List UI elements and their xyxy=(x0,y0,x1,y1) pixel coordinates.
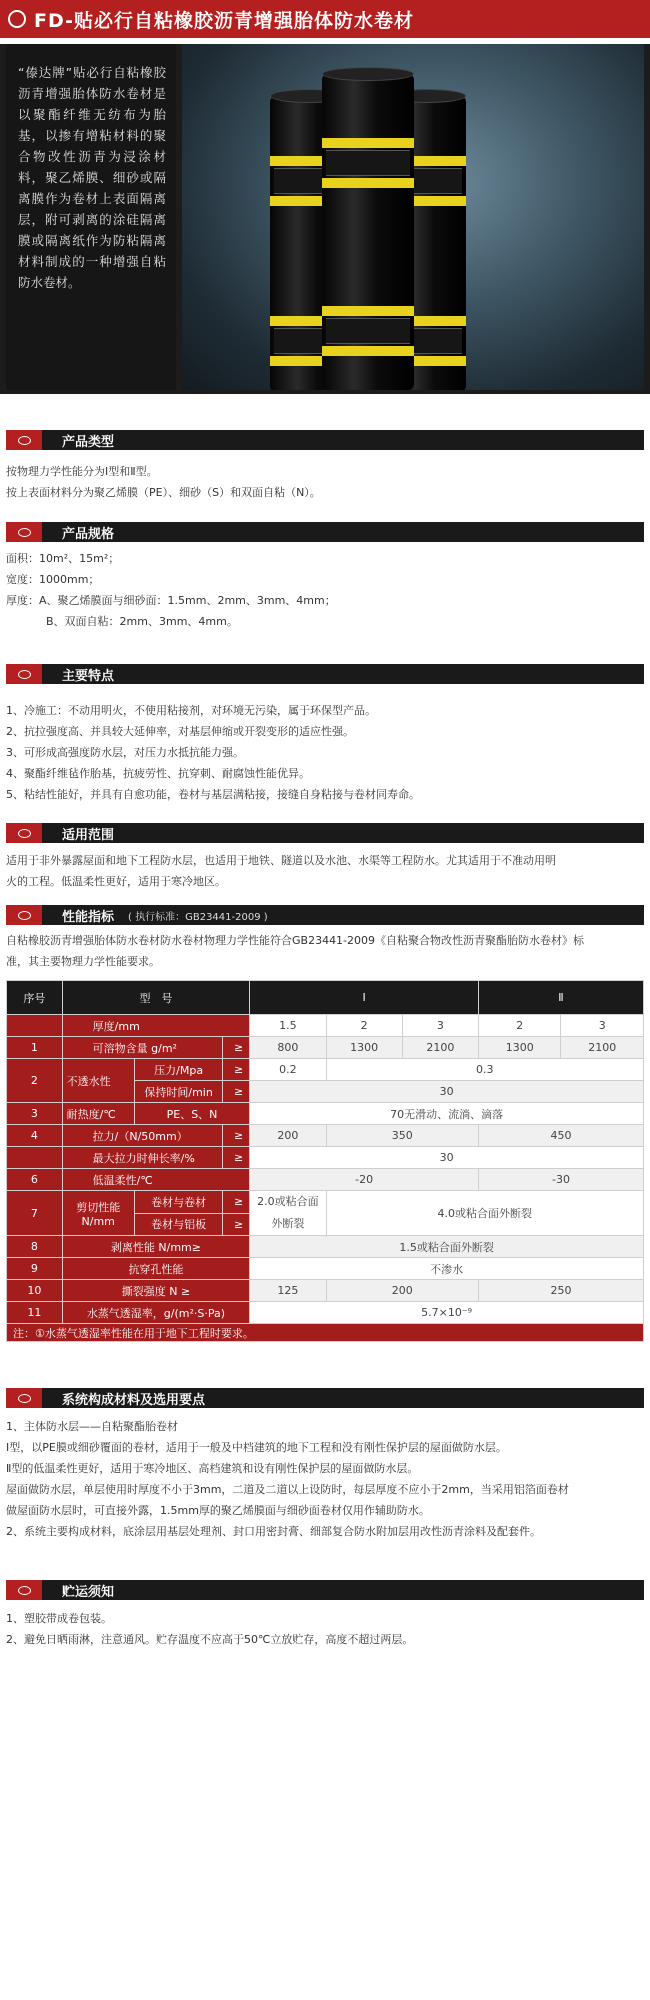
circle-icon xyxy=(6,905,42,925)
text-line: 火的工程。低温柔性更好，适用于寒冷地区。 xyxy=(6,875,226,888)
table-cell: ≥ xyxy=(223,1191,250,1214)
table-cell: 30 xyxy=(250,1081,644,1103)
table-cell: 8 xyxy=(7,1236,63,1258)
section-header-types xyxy=(6,430,644,450)
section-header-storage xyxy=(6,1580,644,1600)
text-line: 屋面做防水层，单层使用时厚度不小于3mm，二道及二道以上设防时，每层厚度不应小于2mm，当采用铝箔面卷材 xyxy=(6,1483,569,1496)
table-cell: 水蒸气透湿率，g/(m²·S·Pa) xyxy=(62,1302,250,1324)
table-row xyxy=(7,1169,644,1191)
table-cell: 1.5或粘合面外断裂 xyxy=(250,1236,644,1258)
list-item: 4、聚酯纤维毡作胎基，抗疲劳性、抗穿刺、耐腐蚀性能优异。 xyxy=(6,767,310,780)
text-line: 按上表面材料分为聚乙烯膜（PE）、细砂（S）和双面自粘（N）。 xyxy=(6,486,321,499)
table-cell: 7 xyxy=(7,1191,63,1236)
section-title: 适用范围 xyxy=(62,827,115,843)
table-cell: 5.7×10⁻⁹ xyxy=(250,1302,644,1324)
table-row xyxy=(7,1236,644,1258)
table-cell: ≥ xyxy=(223,1147,250,1169)
table-cell: ≥ xyxy=(223,1059,250,1081)
table-cell: 9 xyxy=(7,1258,63,1280)
table-cell: 6 xyxy=(7,1169,63,1191)
table-cell: 1.5 xyxy=(250,1015,326,1037)
section-header-features xyxy=(6,664,644,684)
table-header: Ⅰ xyxy=(250,981,479,1015)
table-note-row xyxy=(7,1324,644,1342)
table-cell: 耐热度/℃ xyxy=(62,1103,134,1125)
table-cell: 1 xyxy=(7,1037,63,1059)
text-line: 厚度：A、聚乙烯膜面与细砂面：1.5mm、2mm、3mm、4mm； xyxy=(6,594,336,607)
table-cell: 30 xyxy=(250,1147,644,1169)
text-line: 准，其主要物理力学性能要求。 xyxy=(6,955,160,968)
intro-text: “傣达牌”贴必行自粘橡胶沥青增强胎体防水卷材是以聚酯纤维无纺布为胎基，以掺有增粘材料的聚合物改性沥青为浸涂材料，聚乙烯膜、细砂或隔离膜作为卷材上表面隔离层，附可剥离的涂硅隔离膜或隔离纸作为防粘隔离材料制成的一种增强自粘防水卷材。 xyxy=(6,44,176,390)
features-text xyxy=(6,700,646,805)
table-cell: 2.0或粘合面外断裂 xyxy=(250,1191,326,1236)
text-line: B、双面自粘：2mm、3mm、4mm。 xyxy=(46,615,238,628)
circle-icon xyxy=(6,1388,42,1408)
list-item: 3、可形成高强度防水层，对压力水抵抗能力强。 xyxy=(6,746,244,759)
text-line: 做屋面防水层时，可直接外露，1.5mm厚的聚乙烯膜面与细砂面卷材仅用作辅助防水。 xyxy=(6,1504,430,1517)
scope-text xyxy=(6,850,646,892)
table-row xyxy=(7,1302,644,1324)
specs-text xyxy=(6,548,646,632)
table-cell: 350 xyxy=(326,1125,479,1147)
circle-icon xyxy=(6,430,42,450)
table-cell: 不透水性 xyxy=(62,1059,134,1103)
table-cell: ≥ xyxy=(223,1213,250,1236)
circle-icon xyxy=(6,522,42,542)
table-cell: 1300 xyxy=(326,1037,402,1059)
table-header: Ⅱ xyxy=(479,981,644,1015)
table-cell: 抗穿孔性能 xyxy=(62,1258,250,1280)
text-line: 2、系统主要构成材料，底涂层用基层处理剂、封口用密封膏、细部复合防水附加层用改性沥青涂料及配套件。 xyxy=(6,1525,541,1538)
table-header: 序号 xyxy=(7,981,63,1015)
table-cell: ≥ xyxy=(223,1081,250,1103)
table-cell: 800 xyxy=(250,1037,326,1059)
table-cell: 低温柔性/℃ xyxy=(62,1169,250,1191)
types-text xyxy=(6,461,646,503)
table-cell: 125 xyxy=(250,1280,326,1302)
table-cell: 不渗水 xyxy=(250,1258,644,1280)
table-cell: 450 xyxy=(479,1125,644,1147)
product-roll xyxy=(322,74,414,390)
table-row xyxy=(7,1037,644,1059)
page-title-bar xyxy=(0,0,650,38)
section-header-system xyxy=(6,1388,644,1408)
table-cell: 3 xyxy=(7,1103,63,1125)
table-cell: 2100 xyxy=(561,1037,644,1059)
product-image xyxy=(182,44,644,390)
table-cell: 卷材与铝板 xyxy=(134,1213,223,1236)
table-cell: 4.0或粘合面外断裂 xyxy=(326,1191,644,1236)
table-cell: 可溶物含量 g/m² xyxy=(62,1037,223,1059)
section-header-performance xyxy=(6,905,644,925)
table-cell: 3 xyxy=(402,1015,478,1037)
table-row xyxy=(7,1103,644,1125)
text-line: 宽度：1000mm； xyxy=(6,573,100,586)
table-row xyxy=(7,1280,644,1302)
text-line: 适用于非外暴露屋面和地下工程防水层，也适用于地铁、隧道以及水池、水渠等工程防水。尤其适用于不准动用明 xyxy=(6,854,556,867)
section-header-scope xyxy=(6,823,644,843)
table-row xyxy=(7,1059,644,1081)
list-item: 5、粘结性能好，并具有自愈功能，卷材与基层满粘接，接缝自身粘接与卷材同寿命。 xyxy=(6,788,420,801)
section-title: 性能指标 xyxy=(62,909,115,925)
table-cell: 200 xyxy=(326,1280,479,1302)
list-item: 2、抗拉强度高、并具较大延伸率，对基层伸缩或开裂变形的适应性强。 xyxy=(6,725,354,738)
text-line: 1、塑胶带成卷包装。 xyxy=(6,1612,112,1625)
table-cell: 4 xyxy=(7,1125,63,1147)
table-cell: 剥离性能 N/mm≥ xyxy=(62,1236,250,1258)
section-title: 系统构成材料及选用要点 xyxy=(62,1392,206,1408)
list-item: 1、冷施工：不动用明火，不使用粘接剂，对环境无污染，属于环保型产品。 xyxy=(6,704,376,717)
circle-icon xyxy=(6,1580,42,1600)
performance-table xyxy=(6,980,644,1342)
section-header-specs xyxy=(6,522,644,542)
table-cell: 2 xyxy=(7,1059,63,1103)
table-row xyxy=(7,1125,644,1147)
table-cell: 压力/Mpa xyxy=(134,1059,223,1081)
table-cell: ≥ xyxy=(223,1125,250,1147)
table-cell: 1300 xyxy=(479,1037,561,1059)
page-title: FD-贴必行自粘橡胶沥青增强胎体防水卷材 xyxy=(34,9,414,32)
standard-label: ( 执行标准：GB23441-2009 ) xyxy=(128,911,268,923)
storage-text xyxy=(6,1608,646,1650)
text-line: 1、主体防水层——自粘聚酯胎卷材 xyxy=(6,1420,178,1433)
table-cell: 剪切性能 N/mm xyxy=(62,1191,134,1236)
table-cell: 保持时间/min xyxy=(134,1081,223,1103)
table-cell: 撕裂强度 N ≥ xyxy=(62,1280,250,1302)
table-cell: 70无滑动、流淌、滴落 xyxy=(250,1103,644,1125)
section-title: 产品规格 xyxy=(62,526,115,542)
table-header: 型 号 xyxy=(62,981,250,1015)
system-text xyxy=(6,1416,646,1542)
table-row xyxy=(7,1015,644,1037)
table-cell: 0.2 xyxy=(250,1059,326,1081)
table-row xyxy=(7,1191,644,1214)
table-cell: -30 xyxy=(479,1169,644,1191)
text-line: 自粘橡胶沥青增强胎体防水卷材防水卷材物理力学性能符合GB23441-2009《自粘聚合物改性沥青聚酯胎防水卷材》标 xyxy=(6,934,585,947)
table-cell: 厚度/mm xyxy=(62,1015,250,1037)
table-cell: 2 xyxy=(326,1015,402,1037)
text-line: Ⅰ型，以PE膜或细砂覆面的卷材，适用于一般及中档建筑的地下工程和没有刚性保护层的屋面做防水层。 xyxy=(6,1441,507,1454)
table-cell: 11 xyxy=(7,1302,63,1324)
table-cell: 3 xyxy=(561,1015,644,1037)
circle-icon xyxy=(6,823,42,843)
table-cell: 2100 xyxy=(402,1037,478,1059)
table-cell xyxy=(7,1147,63,1169)
table-header-row xyxy=(7,981,644,1015)
performance-text xyxy=(6,930,646,972)
table-cell: 250 xyxy=(479,1280,644,1302)
table-row xyxy=(7,1147,644,1169)
table-cell xyxy=(7,1015,63,1037)
table-cell: 拉力/（N/50mm） xyxy=(62,1125,223,1147)
text-line: 2、避免日晒雨淋，注意通风。贮存温度不应高于50℃立放贮存，高度不超过两层。 xyxy=(6,1633,414,1646)
table-row xyxy=(7,1258,644,1280)
text-line: Ⅱ型的低温柔性更好，适用于寒冷地区、高档建筑和设有刚性保护层的屋面做防水层。 xyxy=(6,1462,419,1475)
table-cell: 卷材与卷材 xyxy=(134,1191,223,1214)
text-line: 面积：10m²、15m²； xyxy=(6,552,120,565)
table-note: 注：①水蒸气透湿率性能在用于地下工程时要求。 xyxy=(7,1324,644,1342)
circle-icon xyxy=(6,664,42,684)
table-cell: ≥ xyxy=(223,1037,250,1059)
table-cell: 2 xyxy=(479,1015,561,1037)
table-cell: 0.3 xyxy=(326,1059,644,1081)
table-cell: PE、S、N xyxy=(134,1103,249,1125)
section-title: 主要特点 xyxy=(62,668,115,684)
text-line: 按物理力学性能分为Ⅰ型和Ⅱ型。 xyxy=(6,465,158,478)
table-cell: 最大拉力时伸长率/% xyxy=(62,1147,223,1169)
table-cell: 200 xyxy=(250,1125,326,1147)
table-cell: -20 xyxy=(250,1169,479,1191)
circle-icon xyxy=(8,10,26,28)
table-cell: 10 xyxy=(7,1280,63,1302)
section-title: 贮运须知 xyxy=(62,1584,115,1600)
section-title: 产品类型 xyxy=(62,434,115,450)
